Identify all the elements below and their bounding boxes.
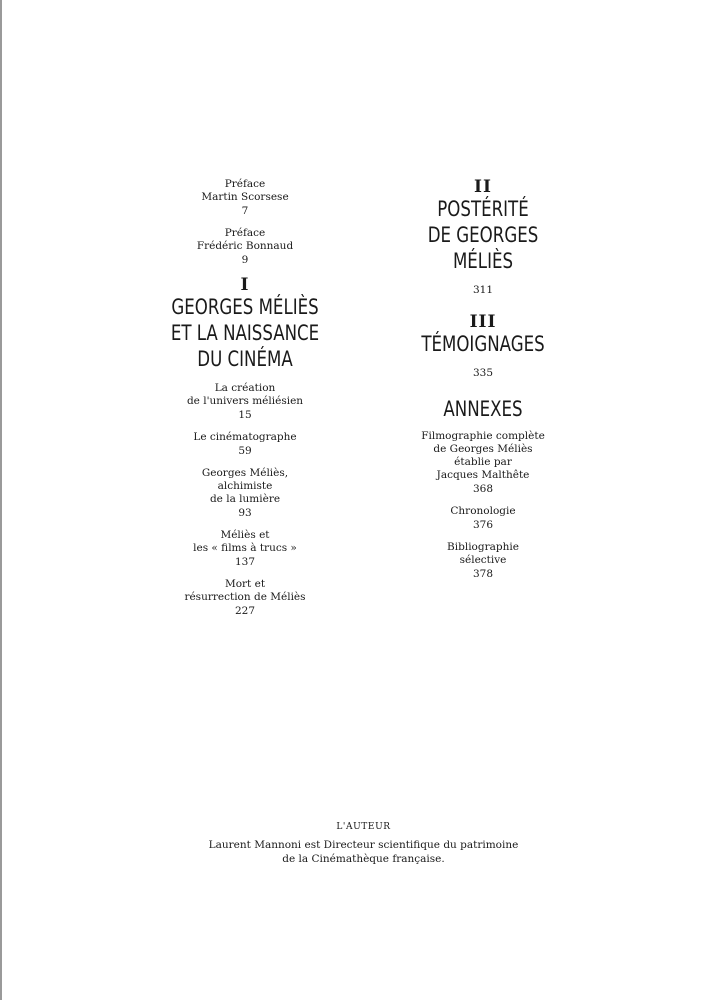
annexes-title: ANNEXES (443, 397, 523, 421)
author-heading: L'AUTEUR (336, 822, 391, 832)
preface-entry[interactable] (130, 178, 360, 218)
toc-left-column (130, 178, 360, 627)
preface-author: Frédéric Bonnaud (196, 240, 294, 252)
annex-title-line: Filmographie complète (421, 430, 545, 442)
annex-title-line: Chronologie (450, 505, 516, 517)
chapter-title-line: Mort et (224, 578, 266, 590)
chapter-title-line: de l'univers méliésien (186, 395, 304, 407)
chapter-title-line: les « films à trucs » (193, 542, 297, 554)
annex-title-line: établie par (454, 456, 512, 468)
page-number: 15 (238, 409, 252, 421)
preface-label: Préface (224, 227, 266, 239)
page-number: 93 (238, 507, 252, 519)
annex-title-line: de Georges Méliès (433, 443, 533, 455)
part-title-line: DE GEORGES (427, 223, 539, 247)
chapter-title-line: Méliès et (220, 529, 270, 541)
annex-entry[interactable] (368, 541, 598, 581)
chapter-entry[interactable] (130, 467, 360, 520)
part-number: I (240, 275, 250, 295)
page-number: 7 (241, 205, 249, 217)
part-number: II (474, 177, 492, 197)
preface-label: Préface (224, 178, 266, 190)
annex-title-line: Bibliographie (447, 541, 519, 553)
preface-author: Martin Scorsese (201, 191, 289, 203)
page-number: 137 (234, 556, 256, 568)
chapter-title-line: de la lumière (209, 493, 281, 505)
chapter-entry[interactable] (130, 431, 360, 458)
page-number: 9 (241, 254, 249, 266)
annexes-heading[interactable] (368, 396, 598, 422)
chapter-entry[interactable] (130, 529, 360, 569)
chapter-title-line: Le cinématographe (193, 431, 297, 443)
part-title-line: GEORGES MÉLIÈS (171, 295, 319, 319)
part-title-line: POSTÉRITÉ (437, 197, 529, 221)
page-number: 227 (234, 605, 256, 617)
page-number: 335 (472, 367, 494, 379)
chapter-entry[interactable] (130, 578, 360, 618)
chapter-title-line: Georges Méliès, (201, 467, 289, 479)
part-three-heading[interactable] (368, 313, 598, 380)
chapter-title-line: résurrection de Méliès (184, 591, 306, 603)
part-title-line: TÉMOIGNAGES (421, 332, 545, 356)
chapter-title-line: La création (214, 382, 276, 394)
part-title-line: DU CINÉMA (197, 347, 293, 371)
preface-entry[interactable] (130, 227, 360, 267)
part-two-heading[interactable] (368, 178, 598, 297)
annex-title-line: sélective (459, 554, 507, 566)
page-number: 376 (472, 519, 494, 531)
part-title-line: MÉLIÈS (452, 249, 514, 273)
part-title-line: ET LA NAISSANCE (170, 321, 320, 345)
annex-entry[interactable] (368, 430, 598, 496)
author-note (0, 822, 727, 866)
page-number: 311 (472, 284, 494, 296)
annex-entry[interactable] (368, 505, 598, 532)
page-number: 59 (238, 445, 252, 457)
author-bio-line: de la Cinémathèque française. (282, 853, 445, 865)
author-bio-line: Laurent Mannoni est Directeur scientifique du patrimoine (208, 839, 519, 851)
annex-title-line: Jacques Malthête (436, 469, 530, 481)
page-number: 368 (472, 483, 494, 495)
toc-right-column (368, 178, 598, 590)
part-one-heading[interactable] (130, 276, 360, 372)
chapter-title-line: alchimiste (217, 480, 273, 492)
page-number: 378 (472, 568, 494, 580)
chapter-entry[interactable] (130, 382, 360, 422)
part-number: III (469, 312, 497, 332)
